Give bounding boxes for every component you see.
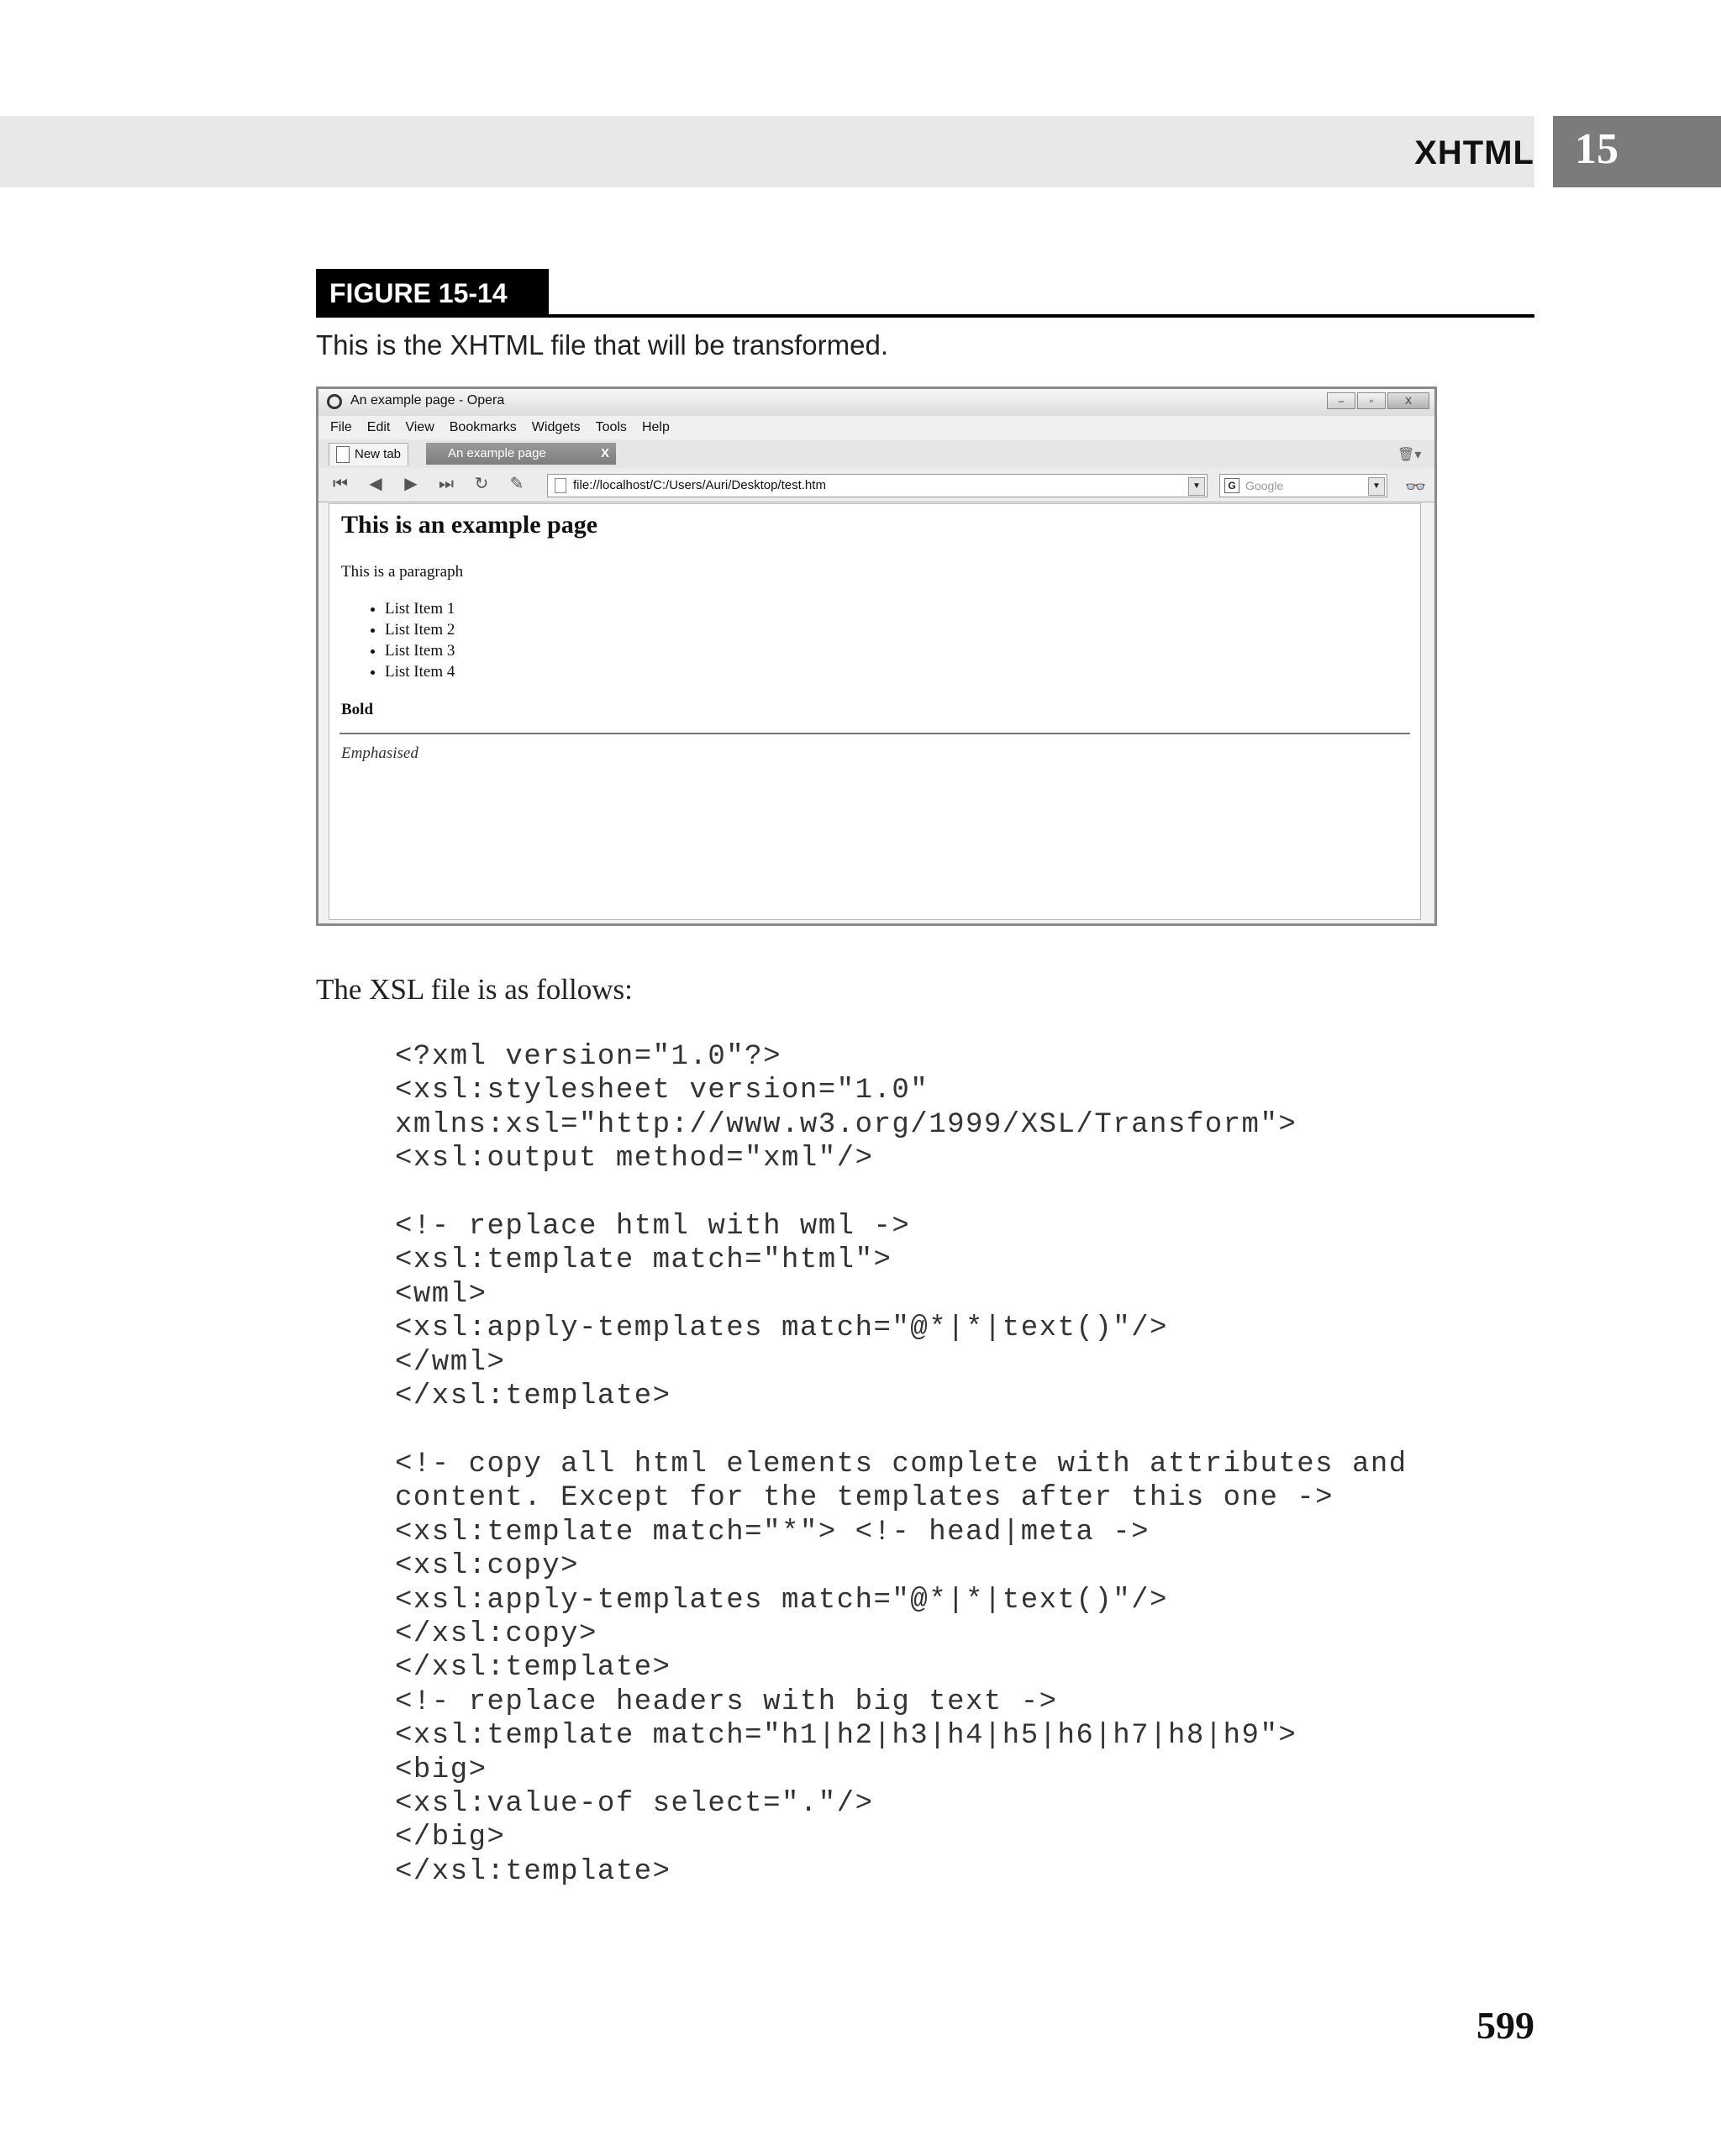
trash-icon[interactable]: 🗑▾ [1397, 448, 1422, 462]
chevron-down-icon[interactable]: ▼ [1368, 477, 1385, 496]
google-icon: G [1224, 478, 1239, 493]
list-item: • List Item 3 [385, 640, 455, 661]
glasses-icon[interactable]: 👓 [1405, 478, 1426, 497]
tab-example-page-label: An example page [448, 446, 546, 460]
browser-window [316, 387, 1437, 926]
edit-icon[interactable]: ✎ [509, 475, 524, 493]
page-icon [555, 478, 566, 493]
menu-bar [318, 416, 1434, 439]
page-divider [339, 733, 1410, 734]
list-item: • List Item 2 [385, 619, 455, 640]
running-header-title: XHTML [1414, 134, 1534, 171]
search-field[interactable] [1219, 474, 1387, 497]
title-bar [318, 389, 1434, 416]
window-controls [1327, 392, 1429, 409]
opera-icon [327, 394, 342, 409]
figure-caption: This is the XHTML file that will be transformed. [316, 329, 889, 360]
page-list [363, 598, 455, 682]
address-text: file://localhost/C:/Users/Auri/Desktop/test.htm [573, 478, 826, 492]
list-item: • List Item 1 [385, 598, 455, 619]
tab-new-tab-label: New tab [355, 447, 402, 461]
page-bold-text: Bold [341, 701, 374, 718]
menu-tools[interactable]: Tools [595, 420, 627, 434]
code-listing: <?xml version="1.0"?> <xsl:stylesheet version="1.0" xmlns:xsl="http://www.w3.org/1999/XSL/Transform"> <xsl:output method="xml"/> <!- replace html with wml -> <xsl:template match="html"> <wml> <xsl:apply-templates match="@*|*|text()"/> </wml> </xsl:template> <!- copy all html elements complete with attributes and content. Except for the templates after this one -> <xsl:template match="*"> <!- head|meta -> <xsl:copy> <xsl:apply-templates match="@*|*|text()"/> </xsl:copy> </xsl:template> <!- replace headers with big text -> <xsl:template match="h1|h2|h3|h4|h5|h6|h7|h8|h9"> <big> <xsl:value-of select="."/> </big> </xsl:template> [395, 1041, 1408, 1888]
tab-example-page[interactable] [426, 443, 616, 465]
address-bar[interactable] [547, 474, 1208, 497]
window-title: An example page - Opera [350, 393, 505, 408]
page-emphasised-text: Emphasised [341, 744, 418, 762]
navigation-toolbar [318, 468, 1434, 502]
chevron-down-icon[interactable]: ▼ [1188, 477, 1205, 496]
page-icon [336, 446, 350, 463]
menu-view[interactable]: View [405, 420, 434, 434]
reload-icon[interactable]: ↻ [474, 475, 489, 493]
menu-widgets[interactable]: Widgets [531, 420, 581, 434]
page-viewport [329, 503, 1421, 920]
close-button[interactable]: X [1387, 392, 1429, 409]
tab-bar [318, 439, 1434, 469]
close-tab-icon[interactable]: X [600, 446, 609, 460]
figure-rule [316, 314, 1534, 318]
menu-edit[interactable]: Edit [366, 420, 391, 434]
tab-new-tab[interactable] [329, 443, 408, 465]
toolbar-buttons [330, 475, 527, 493]
menu-file[interactable]: File [330, 420, 352, 434]
list-item: • List Item 4 [385, 661, 455, 682]
header-band [0, 116, 1534, 187]
body-paragraph: The XSL file is as follows: [316, 973, 633, 1006]
search-placeholder: Google [1245, 479, 1284, 492]
rewind-icon[interactable]: ⏮ [333, 475, 348, 493]
fast-forward-icon[interactable]: ⏭ [439, 475, 454, 493]
menu-bookmarks[interactable]: Bookmarks [449, 420, 517, 434]
page-number: 599 [1476, 2004, 1534, 2047]
forward-icon[interactable]: ▶ [404, 475, 418, 493]
maximize-button[interactable]: ▫ [1357, 392, 1386, 409]
menu-help[interactable]: Help [641, 420, 670, 434]
page-paragraph: This is a paragraph [341, 563, 464, 581]
back-icon[interactable]: ◀ [369, 475, 382, 493]
chapter-number: 15 [1575, 125, 1618, 173]
minimize-button[interactable]: – [1327, 392, 1355, 409]
page-heading: This is an example page [341, 511, 598, 539]
figure-label: FIGURE 15-14 [316, 269, 549, 318]
